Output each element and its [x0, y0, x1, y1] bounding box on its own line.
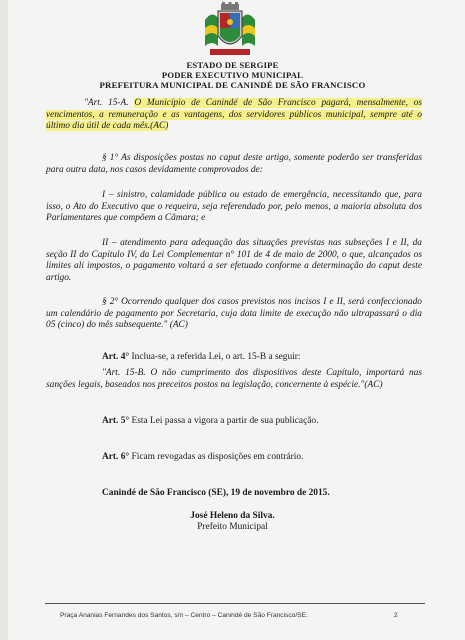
scan-edge [0, 0, 8, 640]
coat-of-arms-emblem [202, 2, 258, 58]
article-15a-lead: "Art. 15-A. [84, 98, 129, 108]
article-15b: "Art. 15-B. O não cumprimento dos dispositivos deste Capítulo, importará nas sanções legais, baseados nos preceitos postos na legislação, concernente à espécie."(AC) [46, 368, 422, 390]
header-prefecture: PREFEITURA MUNICIPAL DE CANINDÉ DE SÃO FRANCISCO [99, 80, 366, 90]
article-5-text: Esta Lei passa a vigora a partir de sua publicação. [131, 416, 319, 426]
article-6 [46, 452, 422, 464]
inciso-1: I – sinistro, calamidade pública ou estado de emergência, necessitando que, para isso, o Ato do Executivo que o requeira, seja referendado por, pelo menos, a maioria absoluta dos Parlamentares que compõem a Câmara; e [46, 190, 422, 224]
inciso-2: II – atendimento para adequação das situações previstas nas subseções I e II, da seção II do Capítulo IV, da Lei Complementar n° 101 de 4 de maio de 2000, o que, alcançados os limites ali impostos, o pagamento voltará a ser efetuado conforme a determinação do caput deste artigo. [46, 238, 422, 283]
header-state: ESTADO DE SERGIPE [186, 60, 279, 70]
footer-divider [45, 603, 425, 604]
place-and-date: Canindé de São Francisco (SE), 19 de novembro de 2015. [102, 488, 330, 498]
article-5-label: Art. 5° [102, 416, 130, 426]
signer-role: Prefeito Municipal [197, 522, 268, 532]
paragraph-1: § 1° As disposições postas no caput deste artigo, somente poderão ser transferidas para outra data, nos casos devidamente comprovados de: [46, 153, 422, 175]
article-6-label: Art. 6° [102, 452, 130, 462]
page-number: 2 [394, 612, 398, 619]
article-15a [46, 98, 422, 133]
footer-address: Praça Ananias Fernandes dos Santos, s/n – Centro – Canindé de São Francisco/SE. [60, 612, 308, 619]
article-6-text: Ficam revogadas as disposições em contrário. [131, 452, 304, 462]
signer-name: José Heleno da Silva. [190, 511, 275, 521]
article-15a-body-highlighted: O Município de Canindé de São Francisco pagará, mensalmente, os vencimentos, a remuneração e as vantagens, dos servidores públicos municipal, sempre até o último dia útil de cada mês.(AC) [46, 98, 423, 132]
article-4-label: Art. 4° [102, 352, 130, 362]
article-4-text: Inclua-se, a referida Lei, o art. 15-B a seguir: [131, 352, 301, 362]
article-5 [46, 416, 422, 428]
paragraph-2: § 2° Ocorrendo qualquer dos casos previstos nos incisos I e II, será confeccionado um calendário de pagamento por Secretaria, cuja data limite de execução não ultrapassará o dia 05 (cinco) do mês subsequente." (AC) [46, 297, 422, 331]
header-power: PODER EXECUTIVO MUNICIPAL [161, 70, 304, 80]
article-4 [46, 352, 422, 364]
